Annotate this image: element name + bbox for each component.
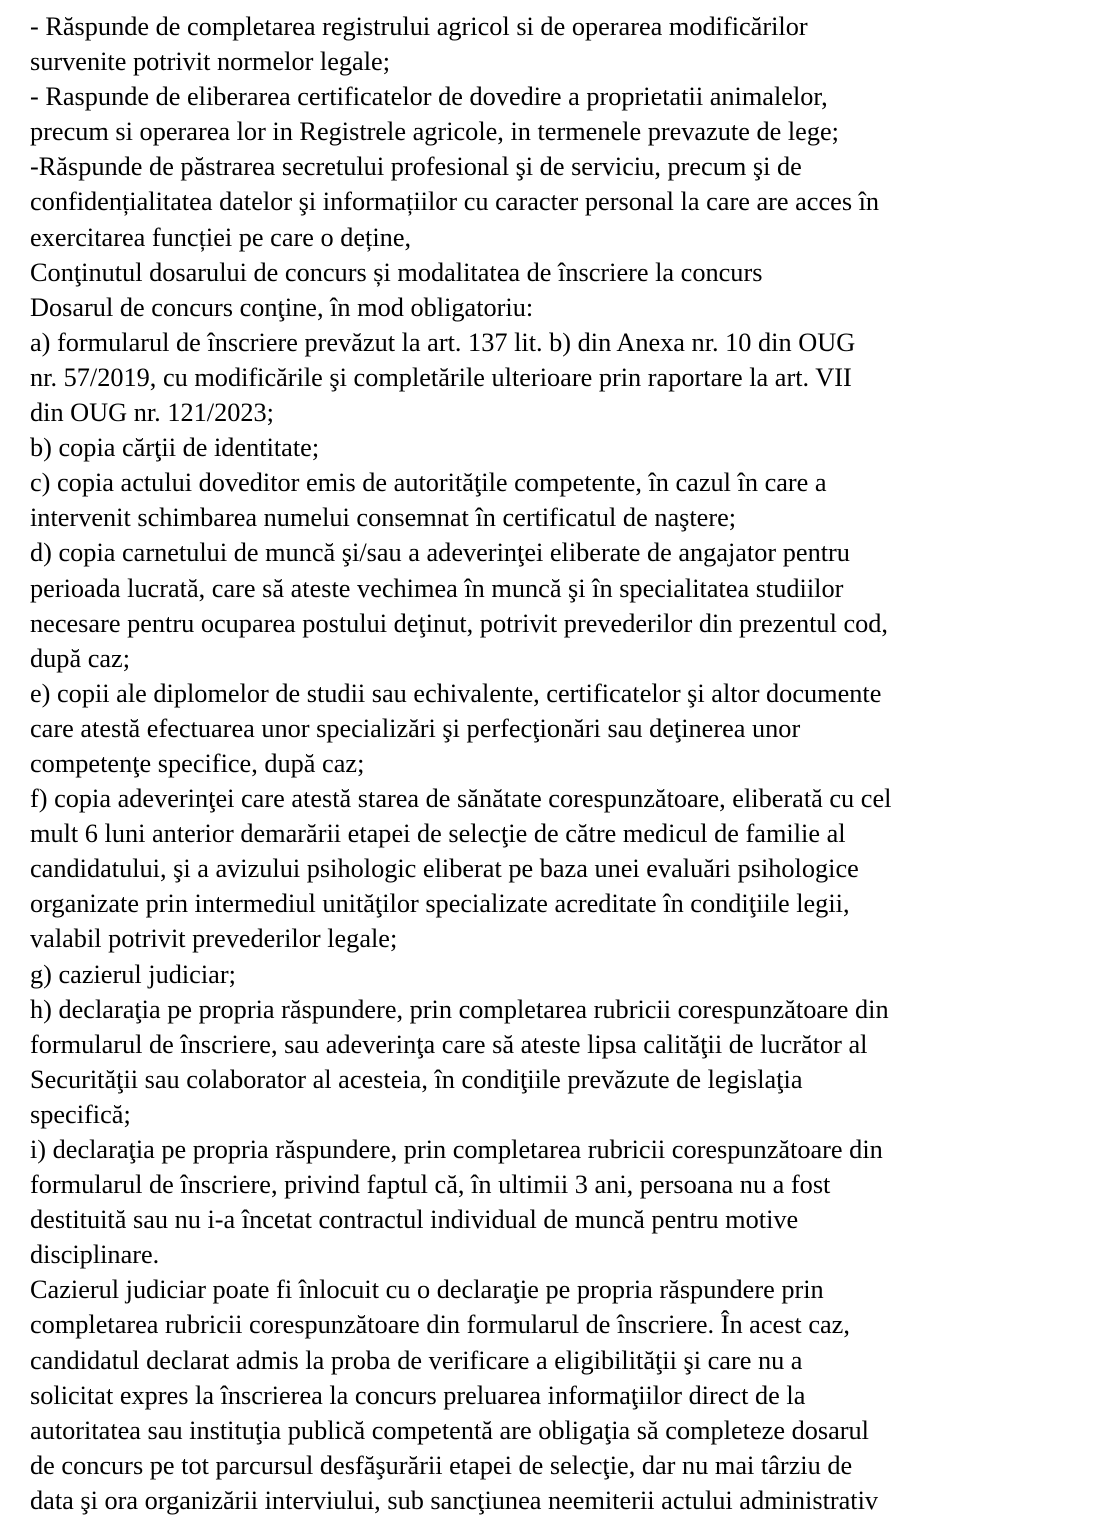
text-line: organizate prin intermediul unităţilor specializate acreditate în condiţiile legii, (30, 889, 850, 919)
list-item-e: e) copii ale diplomelor de studii sau echivalente, certificatelor şi altor documente (30, 678, 882, 708)
text-line: perioada lucrată, care să ateste vechimea în muncă şi în specialitatea studiilor (30, 573, 844, 603)
text-line: formularul de înscriere, privind faptul că, în ultimii 3 ani, persoana nu a fost (30, 1170, 831, 1200)
text-line: Cazierul judiciar poate fi înlocuit cu o declaraţie pe propria răspundere prin (30, 1275, 824, 1305)
text-line: destituită sau nu i-a încetat contractul individual de muncă pentru motive (30, 1205, 799, 1235)
text-line: candidatului, şi a avizului psihologic eliberat pe baza unei evaluări psihologice (30, 854, 859, 884)
list-item-i: i) declaraţia pe propria răspundere, prin completarea rubricii corespunzătoare din (30, 1135, 883, 1164)
text-line: - Raspunde de eliberarea certificatelor de dovedire a proprietatii animalelor, (30, 82, 828, 112)
text-line: specifică; (30, 1099, 131, 1129)
text-line: solicitat expres la înscrierea la concurs preluarea informaţiilor direct de la (30, 1380, 806, 1410)
text-line: necesare pentru ocuparea postului deţinut, potrivit prevederilor din prezentul cod, (30, 608, 888, 638)
text-line: care atestă efectuarea unor specializări şi perfecţionări sau deţinerea unor (30, 713, 801, 743)
section-heading: Conţinutul dosarului de concurs și modalitatea de înscriere la concurs (30, 257, 763, 287)
text-line: Dosarul de concurs conţine, în mod obligatoriu: (30, 292, 534, 322)
text-line: mult 6 luni anterior demarării etapei de selecţie de către medicul de familie al (30, 819, 846, 849)
text-line: survenite potrivit normelor legale; (30, 47, 391, 77)
text-line: nr. 57/2019, cu modificările şi completările ulterioare prin raportare la art. VII (30, 362, 852, 392)
list-item-f: f) copia adeverinţei care atestă starea de sănătate corespunzătoare, eliberată cu cel (30, 784, 892, 814)
text-line: precum si operarea lor in Registrele agricole, in termenele prevazute de lege; (30, 117, 839, 147)
text-line: intervenit schimbarea numelui consemnat în certificatul de naştere; (30, 503, 737, 533)
text-line: confidențialitatea datelor şi informațiilor cu caracter personal la care are acces în (30, 187, 880, 217)
text-line: după caz; (30, 643, 131, 673)
list-item-b: b) copia cărţii de identitate; (30, 433, 320, 463)
list-item-a: a) formularul de înscriere prevăzut la art. 137 lit. b) din Anexa nr. 10 din OUG (30, 327, 856, 357)
text-line: disciplinare. (30, 1240, 160, 1270)
text-line: valabil potrivit prevederilor legale; (30, 924, 398, 954)
text-line: data şi ora organizării interviului, sub sancţiunea neemiterii actului administrativ (30, 1485, 879, 1515)
list-item-d: d) copia carnetului de muncă şi/sau a adeverinţei eliberate de angajator pentru (30, 538, 850, 568)
list-item-g: g) cazierul judiciar; (30, 959, 236, 989)
text-line: completarea rubricii corespunzătoare din formularul de înscriere. În acest caz, (30, 1310, 850, 1340)
text-line: competenţe specifice, după caz; (30, 748, 365, 778)
text-line: Securităţii sau colaborator al acesteia, în condiţiile prevăzute de legislaţia (30, 1064, 803, 1094)
document-page (30, 9, 1090, 1518)
text-line: formularul de înscriere, sau adeverinţa care să ateste lipsa calităţii de lucrător al (30, 1029, 868, 1059)
text-line: autoritatea sau instituţia publică competentă are obligaţia să completeze dosarul (30, 1415, 869, 1445)
text-line: - Răspunde de completarea registrului agricol si de operarea modificărilor (30, 12, 808, 41)
text-line: candidatul declarat admis la proba de verificare a eligibilităţii şi care nu a (30, 1345, 803, 1375)
text-line: de concurs pe tot parcursul desfăşurării etapei de selecţie, dar nu mai târziu de (30, 1450, 853, 1480)
text-line: exercitarea funcției pe care o deține, (30, 222, 412, 252)
text-line: -Răspunde de păstrarea secretului profesional şi de serviciu, precum şi de (30, 152, 802, 182)
text-line: din OUG nr. 121/2023; (30, 398, 274, 428)
list-item-c: c) copia actului doveditor emis de autorităţile competente, în cazul în care a (30, 468, 827, 498)
list-item-h: h) declaraţia pe propria răspundere, prin completarea rubricii corespunzătoare din (30, 994, 889, 1024)
